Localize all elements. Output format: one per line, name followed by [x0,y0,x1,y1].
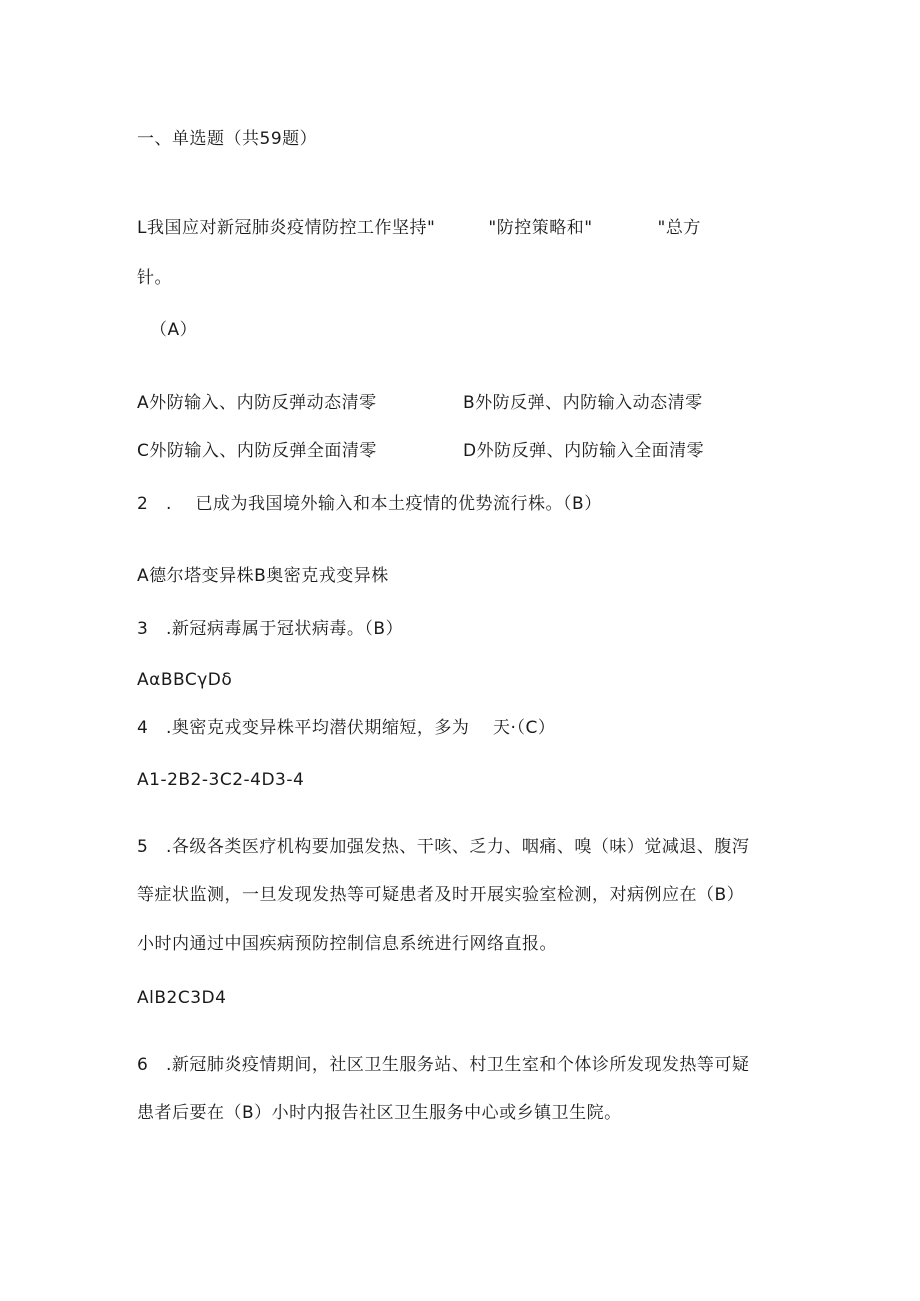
question-6-line-1: 6 .新冠肺炎疫情期间，社区卫生服务站、村卫生室和个体诊所发现发热等可疑 [137,1055,750,1075]
question-2-options: A德尔塔变异株B奥密克戎变异株 [137,566,389,586]
question-1-option-a: A外防输入、内防反弹动态清零 [137,393,377,413]
section-title: 一、单选题（共59题） [137,129,318,149]
question-5-line-3: 小时内通过中国疾病预防控制信息系统进行网络直报。 [137,934,557,954]
question-4-options: A1-2B2-3C2-4D3-4 [137,770,305,790]
question-1-option-c: C外防输入、内防反弹全面清零 [137,441,377,461]
question-6-line-2: 患者后要在（B）小时内报告社区卫生服务中心或乡镇卫生院。 [137,1103,622,1123]
question-3-options: AαBBCγDδ [137,670,233,690]
question-1-option-b: B外防反弹、内防输入动态清零 [463,393,703,413]
question-5-line-2: 等症状监测，一旦发现发热等可疑患者及时开展实验室检测，对病例应在（B） [137,885,745,905]
question-5-line-1: 5 .各级各类医疗机构要加强发热、干咳、乏力、咽痛、嗅（味）觉减退、腹泻 [137,837,750,857]
question-4-line-1: 4 .奥密克戎变异株平均潜伏期缩短，多为 天·（C） [137,718,556,738]
question-1-line-1: L我国应对新冠肺炎疫情防控工作坚持" "防控策略和" "总方 [137,218,701,238]
question-1-option-d: D外防反弹、内防输入全面清零 [463,441,705,461]
question-1-line-2: 针。 [137,268,172,288]
question-1-answer: （A） [150,320,198,340]
question-3-line-1: 3 .新冠病毒属于冠状病毒。（B） [137,619,404,639]
question-2-line-1: 2 . 已成为我国境外输入和本土疫情的优势流行株。（B） [137,494,602,514]
question-5-options: AlB2C3D4 [137,988,227,1008]
